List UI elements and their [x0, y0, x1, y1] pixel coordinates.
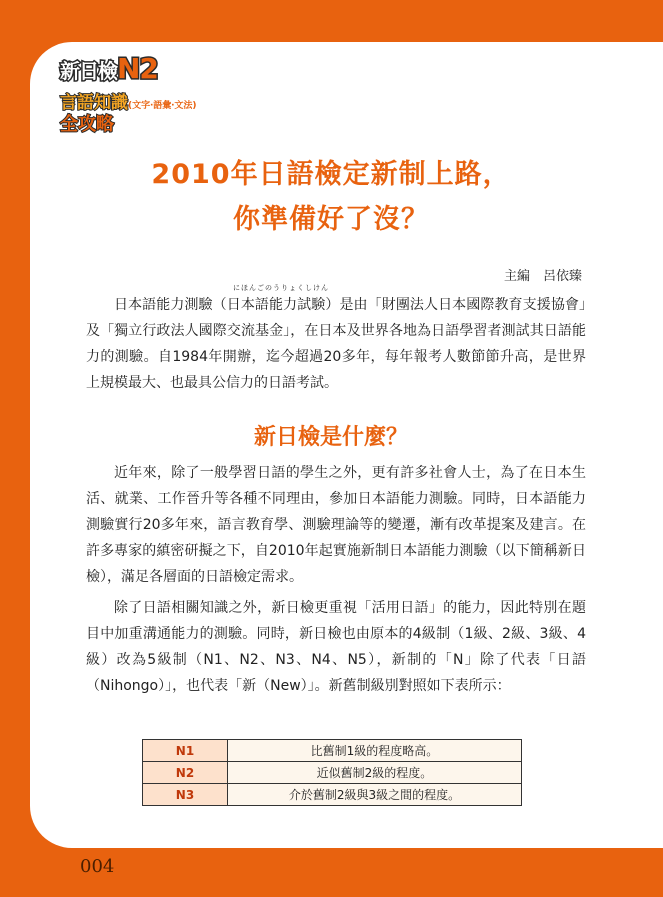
logo-line3: 全攻略	[60, 114, 114, 135]
description-cell: 比舊制1級的程度略高。	[228, 740, 522, 762]
logo-line1-prefix: 新日檢	[60, 59, 117, 83]
intro-paragraph: 日本語能力測驗（日本語能力試験）是由「財團法人日本國際教育支援協會」及「獨立行政法人國際交流基金」，在日本及世界各地為日語學習者測試其日語能力的測驗。自1984年開辦，迄今超過20多年，每年報考人數節節升高，是世界上規模最大、也最具公信力的日語考試。	[86, 297, 586, 391]
level-cell: N2	[143, 762, 228, 784]
logo-level: N2	[117, 52, 158, 85]
table-row	[143, 762, 522, 784]
table-row	[143, 784, 522, 806]
logo-line2-main: 言語知識	[60, 93, 128, 113]
body-paragraph-1: 近年來，除了一般學習日語的學生之外，更有許多社會人士，為了在日本生活、就業、工作晉升等各種不同理由，參加日本語能力測驗。同時，日本語能力測驗實行20多年來，語言教育學、測驗理論等的變遷，漸有改革提案及建言。在許多專家的縝密研擬之下，自2010年起實施新制日本語能力測驗（以下簡稱新日檢），滿足各層面的日語檢定需求。	[86, 465, 586, 585]
level-comparison-table	[142, 739, 522, 806]
description-cell: 介於舊制2級與3級之間的程度。	[228, 784, 522, 806]
level-cell: N3	[143, 784, 228, 806]
page-title-line1: 2010年日語檢定新制上路，	[151, 159, 511, 190]
section-title: 新日檢是什麼？	[253, 425, 408, 450]
description-cell: 近似舊制2級的程度。	[228, 762, 522, 784]
logo-line2-sub: (文字‧語彙‧文法)	[128, 101, 197, 111]
level-cell: N1	[143, 740, 228, 762]
series-logo	[60, 52, 220, 138]
page-title-line2: 你準備好了沒？	[233, 204, 429, 235]
page-number: 004	[80, 856, 115, 877]
editor-credit: 主編 呂依臻	[503, 269, 582, 284]
table-row	[143, 740, 522, 762]
furigana-annotation: にほんごのうりょくしけん	[233, 284, 329, 292]
body-paragraph-2: 除了日語相關知識之外，新日檢更重視「活用日語」的能力，因此特別在題目中加重溝通能力的測驗。同時，新日檢也由原本的4級制（1級、2級、3級、4級）改為5級制（N1、N2、N3、N4、N5），新制的「N」除了代表「日語（Nihongo）」，也代表「新（New）」。新舊制級別對照如下表所示：	[86, 600, 586, 694]
